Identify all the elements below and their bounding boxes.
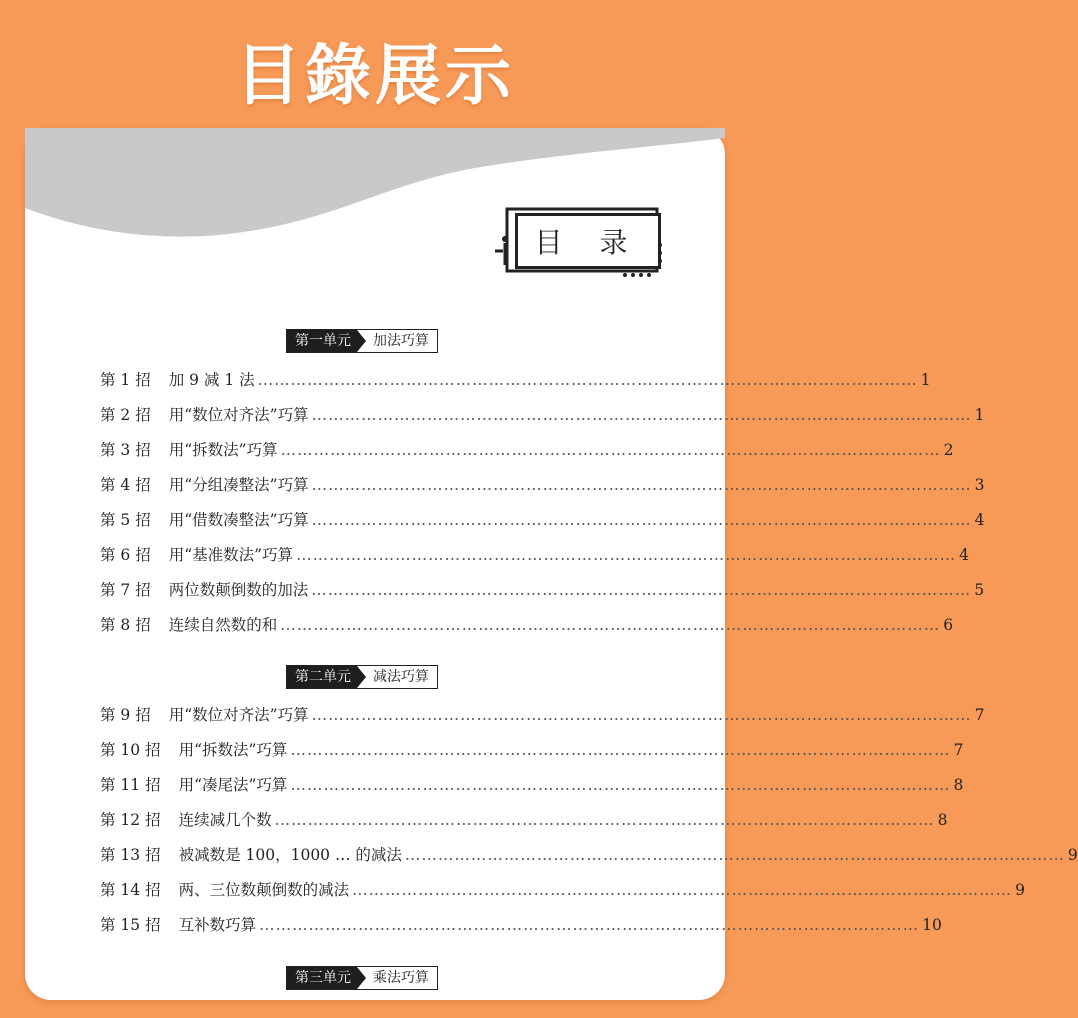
toc-number: 第 8 招 [100,616,151,634]
toc-title: 加 9 减 1 法 [168,371,255,389]
toc-leader: ………………………………………………………………………………………………………… [352,881,1013,899]
toc-row [100,509,985,531]
banner-title: 目錄展示 [235,37,515,114]
toc-number: 第 9 招 [100,706,151,724]
section-name: 加法巧算 [357,330,437,352]
toc-number: 第 14 招 [100,881,161,899]
section-header-2 [286,665,438,689]
toc-leader: ………………………………………………………………………………………………………… [311,581,972,599]
toc-row [100,739,964,761]
section-header-3 [286,966,438,990]
toc-number: 第 4 招 [100,476,151,494]
toc-page-number: 5 [974,581,985,599]
toc-leader: ………………………………………………………………………………………………………… [257,371,918,389]
toc-number: 第 11 招 [100,776,161,794]
toc-leader: ………………………………………………………………………………………………………… [280,616,941,634]
toc-number: 第 2 招 [100,406,151,424]
toc-row [100,774,964,796]
toc-title: 用“借数凑整法”巧算 [168,511,309,529]
toc-leader: ………………………………………………………………………………………………………… [290,741,951,759]
toc-number: 第 5 招 [100,511,151,529]
toc-heading: 目 录 [515,213,661,269]
section-unit: 第三单元 [287,967,357,989]
section-header-1 [286,329,438,353]
toc-row [100,404,985,426]
toc-leader: ………………………………………………………………………………………………………… [311,511,972,529]
toc-title: 用“拆数法”巧算 [178,741,288,759]
toc-title: 用“分组凑整法”巧算 [168,476,309,494]
toc-title: 用“数位对齐法”巧算 [168,706,309,724]
toc-page-number: 4 [959,546,969,564]
toc-leader: ………………………………………………………………………………………………………… [311,406,972,424]
toc-title: 用“拆数法”巧算 [168,441,278,459]
toc-number: 第 15 招 [100,916,161,934]
toc-title: 用“凑尾法”巧算 [178,776,288,794]
toc-leader: ………………………………………………………………………………………………………… [274,811,935,829]
toc-number: 第 7 招 [100,581,151,599]
toc-row [100,369,931,391]
toc-page-number: 3 [974,476,985,494]
toc-page-number: 8 [937,811,948,829]
toc-row [100,439,954,461]
section-name: 乘法巧算 [357,967,437,989]
toc-title: 互补数巧算 [178,916,257,934]
toc-page-number: 10 [922,916,942,934]
toc-row [100,544,969,566]
toc-leader: ………………………………………………………………………………………………………… [259,916,920,934]
toc-leader: ………………………………………………………………………………………………………… [311,476,972,494]
toc-page-number: 8 [953,776,964,794]
toc-row [100,914,942,936]
section-unit: 第一单元 [287,330,357,352]
toc-title: 两位数颠倒数的加法 [168,581,309,599]
toc-page-number: 7 [953,741,964,759]
toc-title: 被减数是 100，1000 … 的减法 [178,846,402,864]
toc-row [100,474,985,496]
toc-title: 用“数位对齐法”巧算 [168,406,309,424]
toc-row [100,809,948,831]
toc-leader: ………………………………………………………………………………………………………… [404,846,1065,864]
toc-number: 第 3 招 [100,441,151,459]
toc-title: 两、三位数颠倒数的减法 [178,881,350,899]
toc-page-number: 1 [920,371,931,389]
toc-row [100,844,1078,866]
toc-page-number: 9 [1015,881,1025,899]
toc-number: 第 1 招 [100,371,151,389]
toc-page-number: 1 [974,406,985,424]
toc-title: 连续减几个数 [178,811,272,829]
toc-number: 第 6 招 [100,546,151,564]
section-unit: 第二单元 [287,666,357,688]
toc-leader: ………………………………………………………………………………………………………… [280,441,941,459]
toc-page-number: 4 [974,511,985,529]
toc-page-number: 2 [943,441,954,459]
toc-page-number: 9 [1067,846,1078,864]
toc-leader: ………………………………………………………………………………………………………… [290,776,951,794]
toc-title: 连续自然数的和 [168,616,278,634]
toc-row [100,704,985,726]
toc-page [25,128,1078,1000]
toc-leader: ………………………………………………………………………………………………………… [311,706,972,724]
toc-page-number: 7 [974,706,985,724]
toc-row [100,579,985,601]
toc-number: 第 13 招 [100,846,161,864]
toc-number: 第 10 招 [100,741,161,759]
toc-number: 第 12 招 [100,811,161,829]
toc-title: 用“基准数法”巧算 [168,546,294,564]
section-name: 减法巧算 [357,666,437,688]
toc-page-number: 6 [943,616,954,634]
toc-row [100,879,1025,901]
toc-leader: ………………………………………………………………………………………………………… [296,546,957,564]
toc-row [100,614,954,636]
